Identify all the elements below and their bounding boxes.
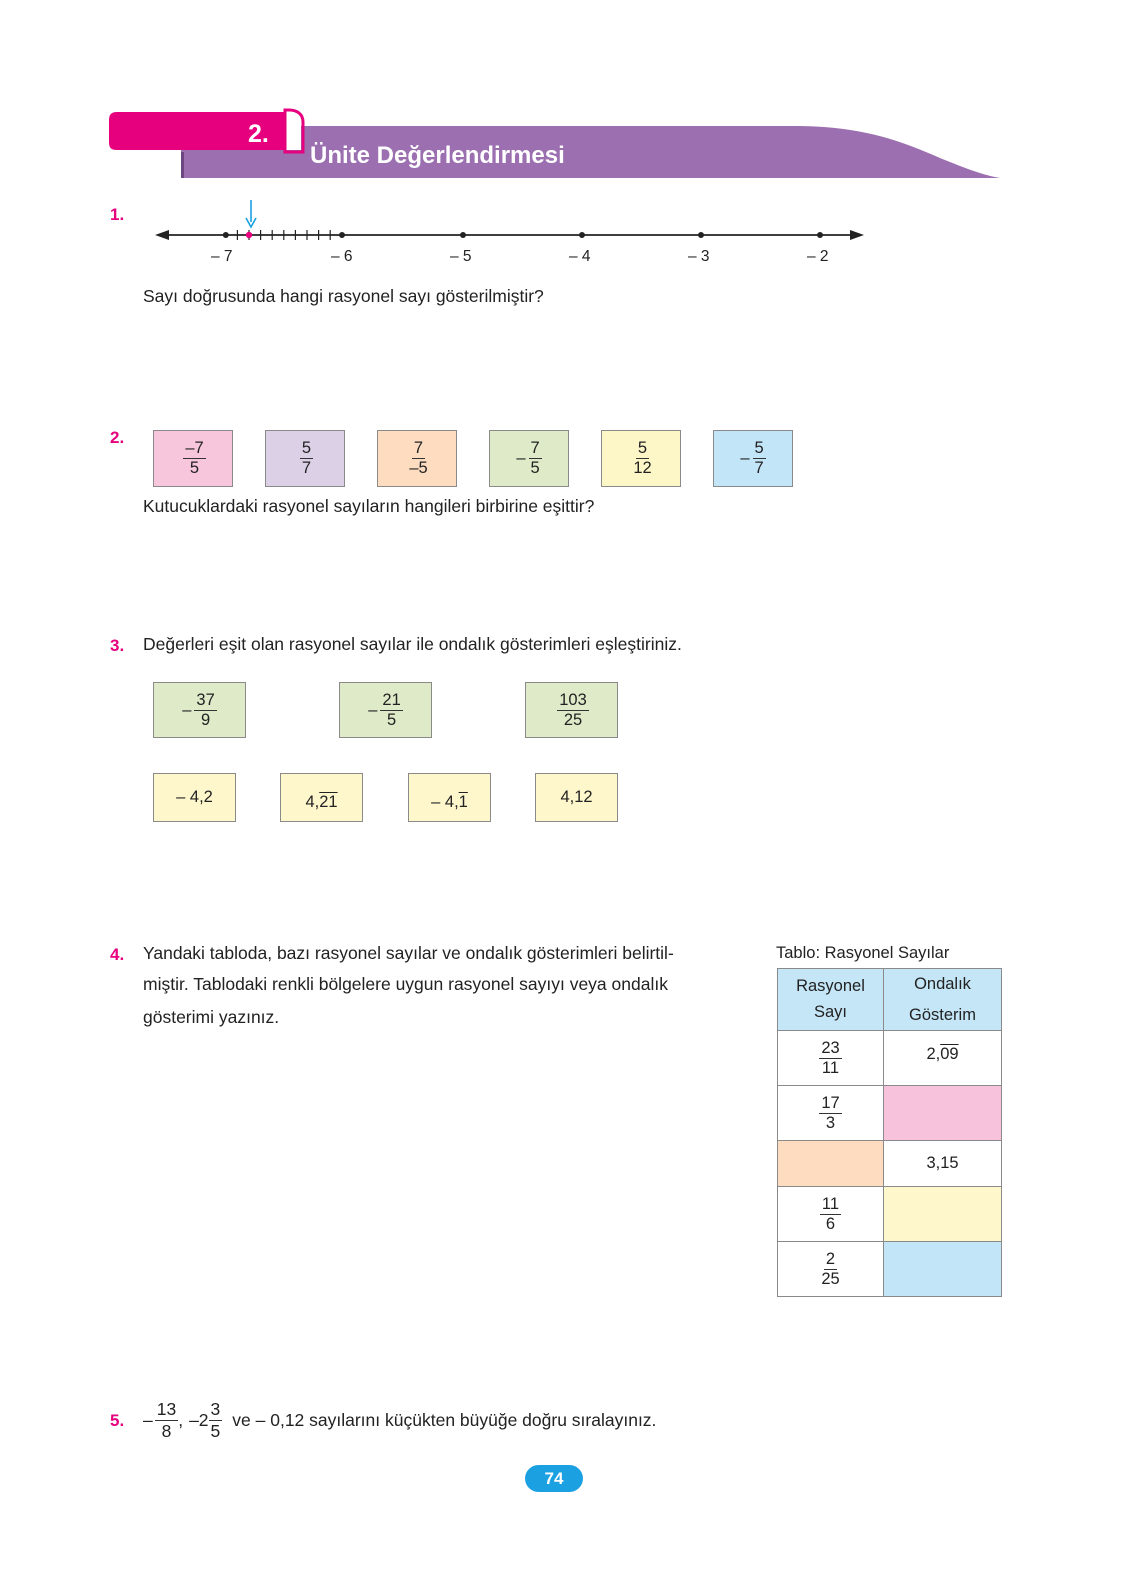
question-4-line: miştir. Tablodaki renkli bölgelere uygun rasyonel sayıyı veya ondalık: [143, 974, 668, 994]
table-row: $\frac{2}{25}$: [778, 1242, 1002, 1297]
axis-label: – 5: [450, 248, 472, 265]
axis-label: – 7: [211, 248, 233, 265]
question-2-number: 2.: [110, 428, 125, 447]
page-number: 74: [544, 1468, 564, 1488]
question-2-text: Kutucuklardaki rasyonel sayıların hangileri birbirine eşittir?: [143, 496, 595, 516]
header-decimal: Ondalık Gösterim: [884, 969, 1002, 1031]
question-1-text: Sayı doğrusunda hangi rasyonel sayı gösterilmiştir?: [143, 286, 544, 306]
axis-label: – 2: [807, 248, 829, 265]
unit-number: 2.: [248, 120, 269, 148]
answer-cell[interactable]: [884, 1242, 1002, 1297]
fraction-box: $\frac{-7}{5}$: [153, 430, 233, 487]
fraction-box: $\frac{5}{12}$: [601, 430, 681, 487]
table-row: $\frac{17}{3}$: [778, 1086, 1002, 1141]
question-3-number: 3.: [110, 636, 125, 655]
rational-table: [777, 968, 1002, 1297]
table-header-row: [778, 969, 1002, 1031]
axis-label: – 6: [331, 248, 353, 265]
header-rational: Rasyonel Sayı: [778, 969, 884, 1031]
axis-label: – 4: [569, 248, 591, 265]
fraction-box: – $\frac{7}{5}$: [489, 430, 569, 487]
question-4-line: gösterimi yazınız.: [143, 1007, 280, 1027]
decimal-box: – 4, 1: [408, 773, 491, 822]
question-5-text: – $\frac{13}{8}$ , –2 $\frac{3}{5}$ ve – 0,12 sayılarını küçükten büyüğe doğru sıralayınız.: [143, 1399, 657, 1441]
table-row: 3,15: [778, 1141, 1002, 1187]
answer-cell[interactable]: [884, 1086, 1002, 1141]
question-4-line: Yandaki tabloda, bazı rasyonel sayılar ve ondalık gösterimleri belirtil-: [143, 943, 674, 963]
decimal-box: 4,12: [535, 773, 618, 822]
answer-cell[interactable]: [778, 1141, 884, 1187]
marked-point: [246, 232, 252, 238]
table-row: $\frac{11}{6}$: [778, 1187, 1002, 1242]
fraction-box: – $\frac{5}{7}$: [713, 430, 793, 487]
fraction-box: $\frac{7}{-5}$: [377, 430, 457, 487]
question-4-number: 4.: [110, 945, 125, 964]
table-caption: Tablo: Rasyonel Sayılar: [776, 944, 950, 962]
question-5-number: 5.: [110, 1411, 125, 1430]
arrow-down-icon: [246, 200, 256, 227]
axis-label: – 3: [688, 248, 710, 265]
question-3-text: Değerleri eşit olan rasyonel sayılar ile ondalık gösterimleri eşleştiriniz.: [143, 634, 682, 654]
number-line: [150, 196, 870, 248]
fraction-box: $\frac{5}{7}$: [265, 430, 345, 487]
page-title: Ünite Değerlendirmesi: [310, 142, 565, 169]
decimal-box: – 4,2: [153, 773, 236, 822]
fraction-box: – $\frac{21}{5}$: [339, 682, 432, 738]
fraction-box: – $\frac{37}{9}$: [153, 682, 246, 738]
decimal-box: 4, 21: [280, 773, 363, 822]
question-1-number: 1.: [110, 205, 125, 224]
page-number-badge: [525, 1465, 583, 1492]
answer-cell[interactable]: [884, 1187, 1002, 1242]
fraction-box: $\frac{103}{25}$: [525, 682, 618, 738]
table-row: $\frac{23}{11}$ 2,09: [778, 1031, 1002, 1086]
